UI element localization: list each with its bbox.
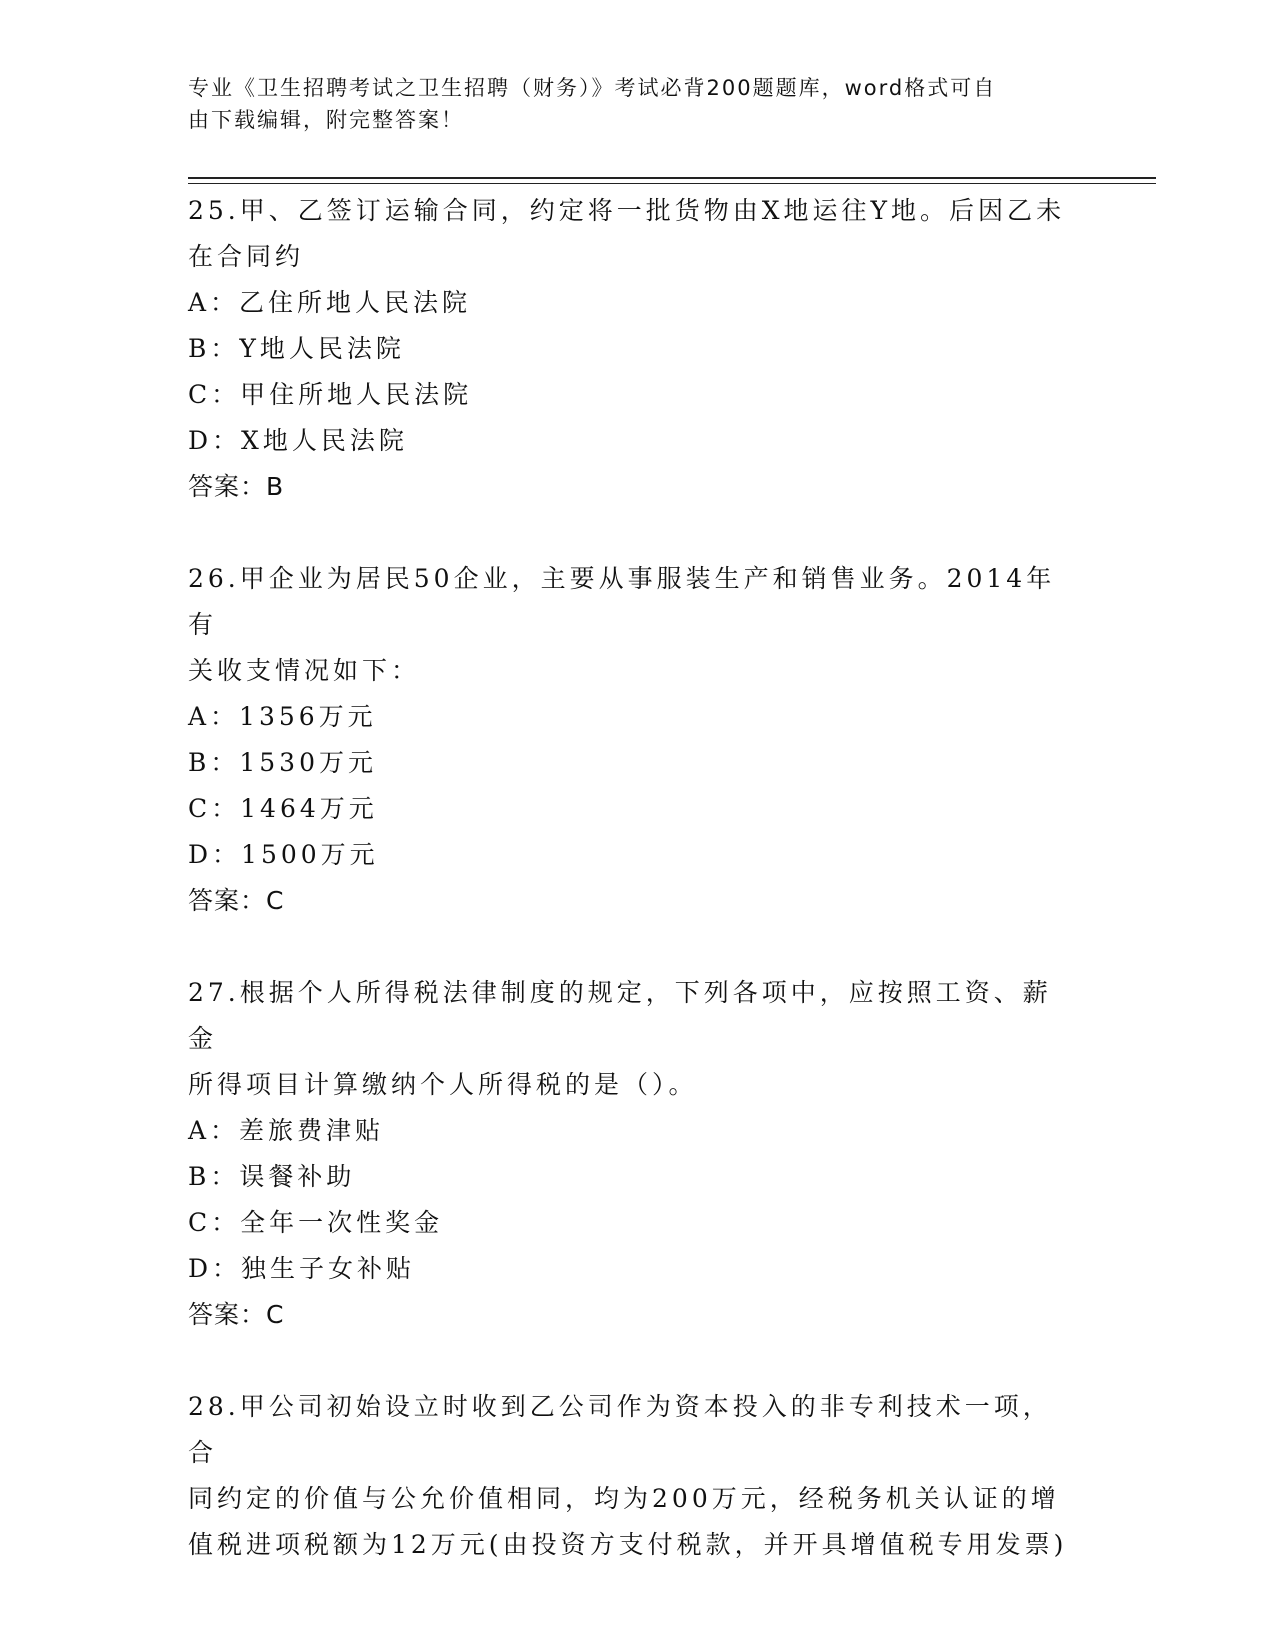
option-b: B：Y地人民法院 xyxy=(188,334,405,363)
header-intro-line-2: 由下载编辑，附完整答案！ xyxy=(188,108,464,132)
question-stem-line: 值税进项税额为12万元(由投资方支付税款，并开具增值税专用发票) xyxy=(188,1530,1068,1559)
question-stem-line: 所得项目计算缴纳个人所得税的是（）。 xyxy=(188,1070,698,1099)
header-divider-thin xyxy=(188,183,1156,184)
option-d: D：独生子女补贴 xyxy=(188,1254,416,1283)
option-c: C：甲住所地人民法院 xyxy=(188,380,473,409)
option-d: D：X地人民法院 xyxy=(188,426,408,455)
option-a: A：乙住所地人民法院 xyxy=(188,288,472,317)
option-a: A：差旅费津贴 xyxy=(188,1116,385,1145)
option-a: A：1356万元 xyxy=(188,702,377,731)
option-c: C：1464万元 xyxy=(188,794,378,823)
question-list xyxy=(188,188,1068,1614)
question-28 xyxy=(188,1384,1068,1568)
question-25 xyxy=(188,188,1068,510)
header-intro-line-1: 专业《卫生招聘考试之卫生招聘（财务）》考试必背200题题库，word格式可自 xyxy=(188,76,997,100)
header-divider-thick xyxy=(188,177,1156,179)
question-stem-line: 26.甲企业为居民50企业，主要从事服装生产和销售业务。2014年有 xyxy=(188,564,1056,639)
question-stem-line: 27.根据个人所得税法律制度的规定，下列各项中，应按照工资、薪金 xyxy=(188,978,1052,1053)
option-d: D：1500万元 xyxy=(188,840,379,869)
question-stem-line: 同约定的价值与公允价值相同，均为200万元，经税务机关认证的增 xyxy=(188,1484,1060,1513)
answer-label: 答案：C xyxy=(188,1300,285,1329)
option-b: B：1530万元 xyxy=(188,748,377,777)
answer-label: 答案：B xyxy=(188,472,285,501)
question-stem-line: 关收支情况如下： xyxy=(188,656,421,685)
answer-label: 答案：C xyxy=(188,886,285,915)
question-stem-line: 在合同约 xyxy=(188,242,305,271)
question-stem-line: 25.甲、乙签订运输合同，约定将一批货物由X地运往Y地。后因乙未 xyxy=(188,196,1066,225)
question-stem-line: 28.甲公司初始设立时收到乙公司作为资本投入的非专利技术一项，合 xyxy=(188,1392,1052,1467)
question-26 xyxy=(188,556,1068,924)
document-header xyxy=(188,72,1068,136)
option-b: B：误餐补助 xyxy=(188,1162,356,1191)
question-27 xyxy=(188,970,1068,1338)
option-c: C：全年一次性奖金 xyxy=(188,1208,444,1237)
